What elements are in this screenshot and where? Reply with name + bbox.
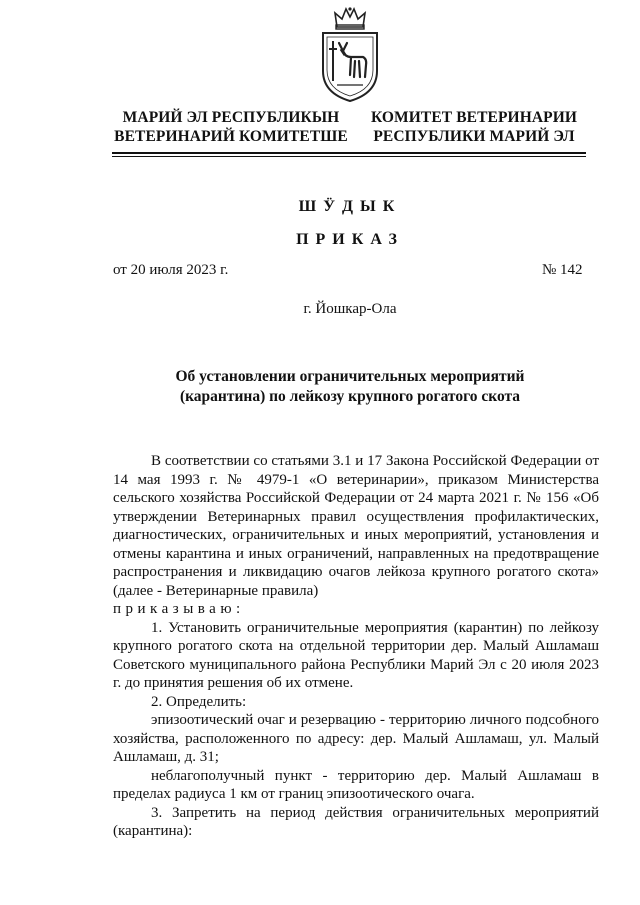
header-russian [368,108,580,146]
header-left-line2: ВЕТЕРИНАРИЙ КОМИТЕТШЕ [114,128,348,145]
city: г. Йошкар-Ола [303,301,397,317]
header-divider-thick [112,152,586,154]
header-right-line2: РЕСПУБЛИКИ МАРИЙ ЭЛ [373,128,575,145]
document-title [150,367,550,407]
header-divider-thin [112,156,586,157]
paragraph-unfavorable-point: неблагополучный пункт - территорию дер. Малый Ашламаш в пределах радиуса 1 км от границ эпизоотического очага. [113,767,599,802]
coat-of-arms-icon [315,5,385,103]
document-body [113,452,599,841]
header-left-line1: МАРИЙ ЭЛ РЕСПУБЛИКЫН [122,109,340,126]
paragraph-focus: эпизоотический очаг и резервацию - территорию личного подсобного хозяйства, расположенного по адресу: дер. Малый Ашламаш, ул. Малый Ашламаш, д. 31; [113,712,599,765]
header-right-line1: КОМИТЕТ ВЕТЕРИНАРИИ [370,109,578,126]
header-mari [112,108,350,146]
paragraph-preamble: В соответствии со статьями 3.1 и 17 Закона Российской Федерации от 14 мая 1993 г. № 4979-1 «О ветеринарии», приказом Министерства сельского хозяйства Российской Федерации от 24 марта 2021 г. № 156 «Об утверждении Ветеринарных правил осуществления профилактических, диагностических, ограничительных и иных мероприятий, установления и отмены карантина и иных ограничений, направленных на предотвращение распространения и ликвидацию очагов лейкоза крупного рогатого скота» (далее - Ветеринарные правила) [113,453,599,599]
paragraph-item3: 3. Запретить на период действия ограничительных мероприятий (карантина): [113,804,599,839]
paragraph-order: приказываю: [113,601,245,617]
paragraph-item1: 1. Установить ограничительные мероприятия (карантин) по лейкозу крупного рогатого скота на отдельной территории дер. Малый Ашламаш Советского муниципального района Республики Марий Эл с 20 июля 2023 г. до принятия решения об их отмене. [113,619,599,691]
title-line1: Об установлении ограничительных мероприятий [175,368,525,385]
doc-type-mari: ШӰДЫК [298,198,402,215]
order-date: от 20 июля 2023 г. [113,262,229,278]
doc-type-russian: ПРИКАЗ [296,231,404,248]
order-number: № 142 [542,262,583,278]
title-line2: (карантина) по лейкозу крупного рогатого скота [179,388,521,405]
paragraph-item2: 2. Определить: [151,693,247,710]
